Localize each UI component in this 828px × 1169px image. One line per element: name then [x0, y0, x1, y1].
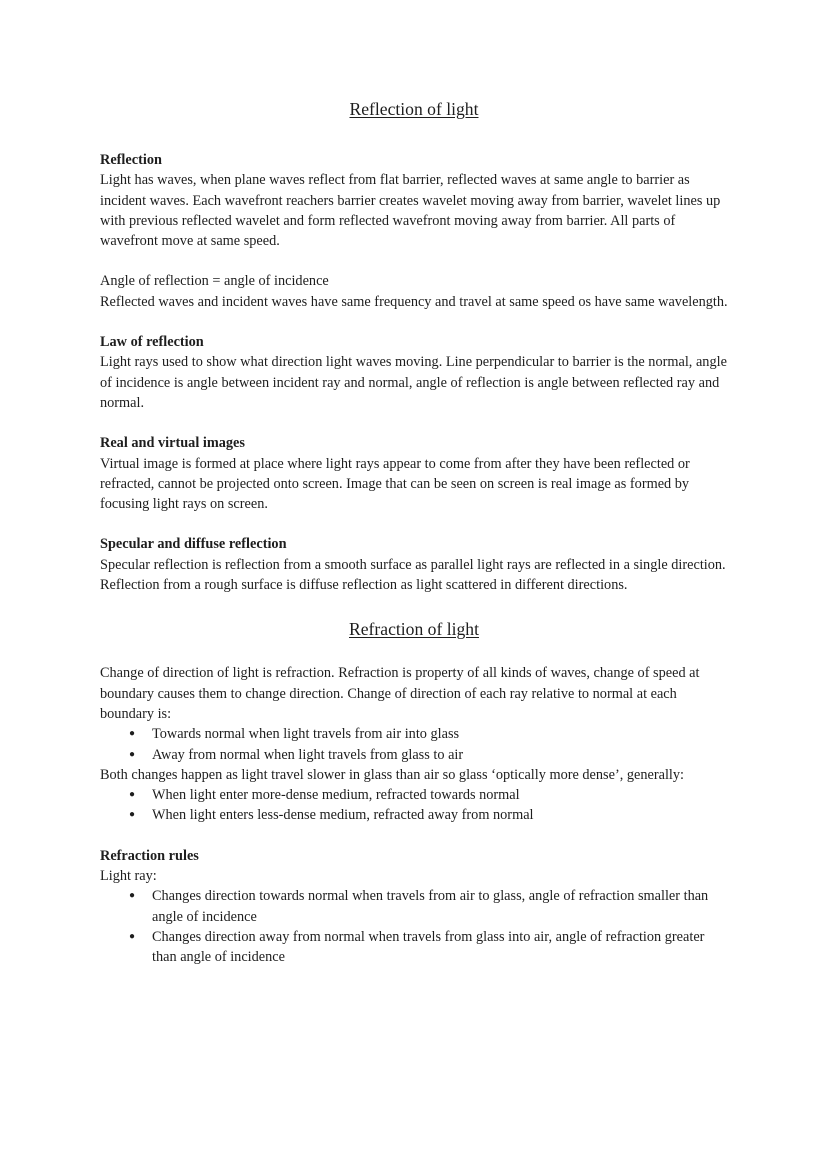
law-of-reflection-paragraph: Light rays used to show what direction light waves moving. Line perpendicular to barrier is the normal, angle of incidence is angle between incident ray and normal, angle of reflection is angle between reflected ray and normal. — [100, 354, 727, 411]
list-item-text: Changes direction away from normal when travels from glass into air, angle of refraction greater than angle of incidence — [152, 928, 705, 966]
list-item-text: Towards normal when light travels from air into glass — [152, 726, 460, 743]
list-item — [100, 724, 728, 744]
list-item — [100, 805, 728, 825]
bullet-icon: ● — [129, 789, 136, 801]
reflection-title: Reflection of light — [349, 99, 479, 119]
specular-diffuse-paragraph: Specular reflection is reflection from a smooth surface as parallel light rays are reflected in a single direction. Reflection from a rough surface is diffuse reflection as light scattered in different directions. — [100, 556, 726, 594]
list-item — [100, 785, 728, 805]
list-item-text: Changes direction towards normal when travels from air to glass, angle of refraction smaller than angle of incidence — [152, 888, 709, 925]
list-item-text: When light enter more-dense medium, refracted towards normal — [152, 787, 520, 804]
light-ray-line: Light ray: — [100, 868, 157, 885]
refraction-intro-paragraph: Change of direction of light is refraction. Refraction is property of all kinds of waves, change of speed at boundary causes them to change direction. Change of direction of each ray relative to normal at each boundary is: — [100, 665, 700, 722]
refraction-density-list — [100, 785, 728, 826]
refraction-rules-heading: Refraction rules — [100, 847, 199, 864]
reflection-section-heading: Reflection — [100, 152, 162, 168]
bullet-icon: ● — [129, 748, 136, 760]
refraction-direction-list — [100, 724, 728, 765]
list-item — [100, 745, 728, 765]
specular-diffuse-heading: Specular and diffuse reflection — [100, 536, 287, 553]
list-item-text: When light enters less-dense medium, refracted away from normal — [152, 807, 534, 824]
bullet-icon: ● — [129, 728, 136, 740]
law-of-reflection-heading: Law of reflection — [100, 334, 204, 351]
list-item — [100, 927, 728, 968]
angle-equality-line: Angle of reflection = angle of incidence — [100, 273, 329, 290]
real-virtual-images-heading: Real and virtual images — [100, 435, 245, 452]
wavelength-line: Reflected waves and incident waves have same frequency and travel at same speed os have same wavelength. — [100, 293, 728, 310]
bullet-icon: ● — [129, 890, 136, 902]
density-note-paragraph: Both changes happen as light travel slower in glass than air so glass ‘optically more dense’, generally: — [100, 766, 685, 783]
reflection-intro-paragraph: Light has waves, when plane waves reflect from flat barrier, reflected waves at same angle to barrier as incident waves. Each wavefront reachers barrier creates wavelet moving away from barrier, wavelet lines up with previous reflected wavelet and form reflected wavefront moving away from barrier. All parts of wavefront move at same speed. — [100, 172, 721, 250]
bullet-icon: ● — [129, 809, 136, 821]
refraction-rules-list — [100, 886, 728, 967]
refraction-title: Refraction of light — [349, 619, 479, 640]
real-virtual-images-paragraph: Virtual image is formed at place where light rays appear to come from after they have been reflected or refracted, cannot be projected onto screen. Image that can be seen on screen is real image as formed by focusing light rays on screen. — [100, 455, 690, 513]
list-item — [100, 886, 728, 927]
list-item-text: Away from normal when light travels from glass to air — [152, 746, 464, 763]
bullet-icon: ● — [129, 930, 136, 942]
